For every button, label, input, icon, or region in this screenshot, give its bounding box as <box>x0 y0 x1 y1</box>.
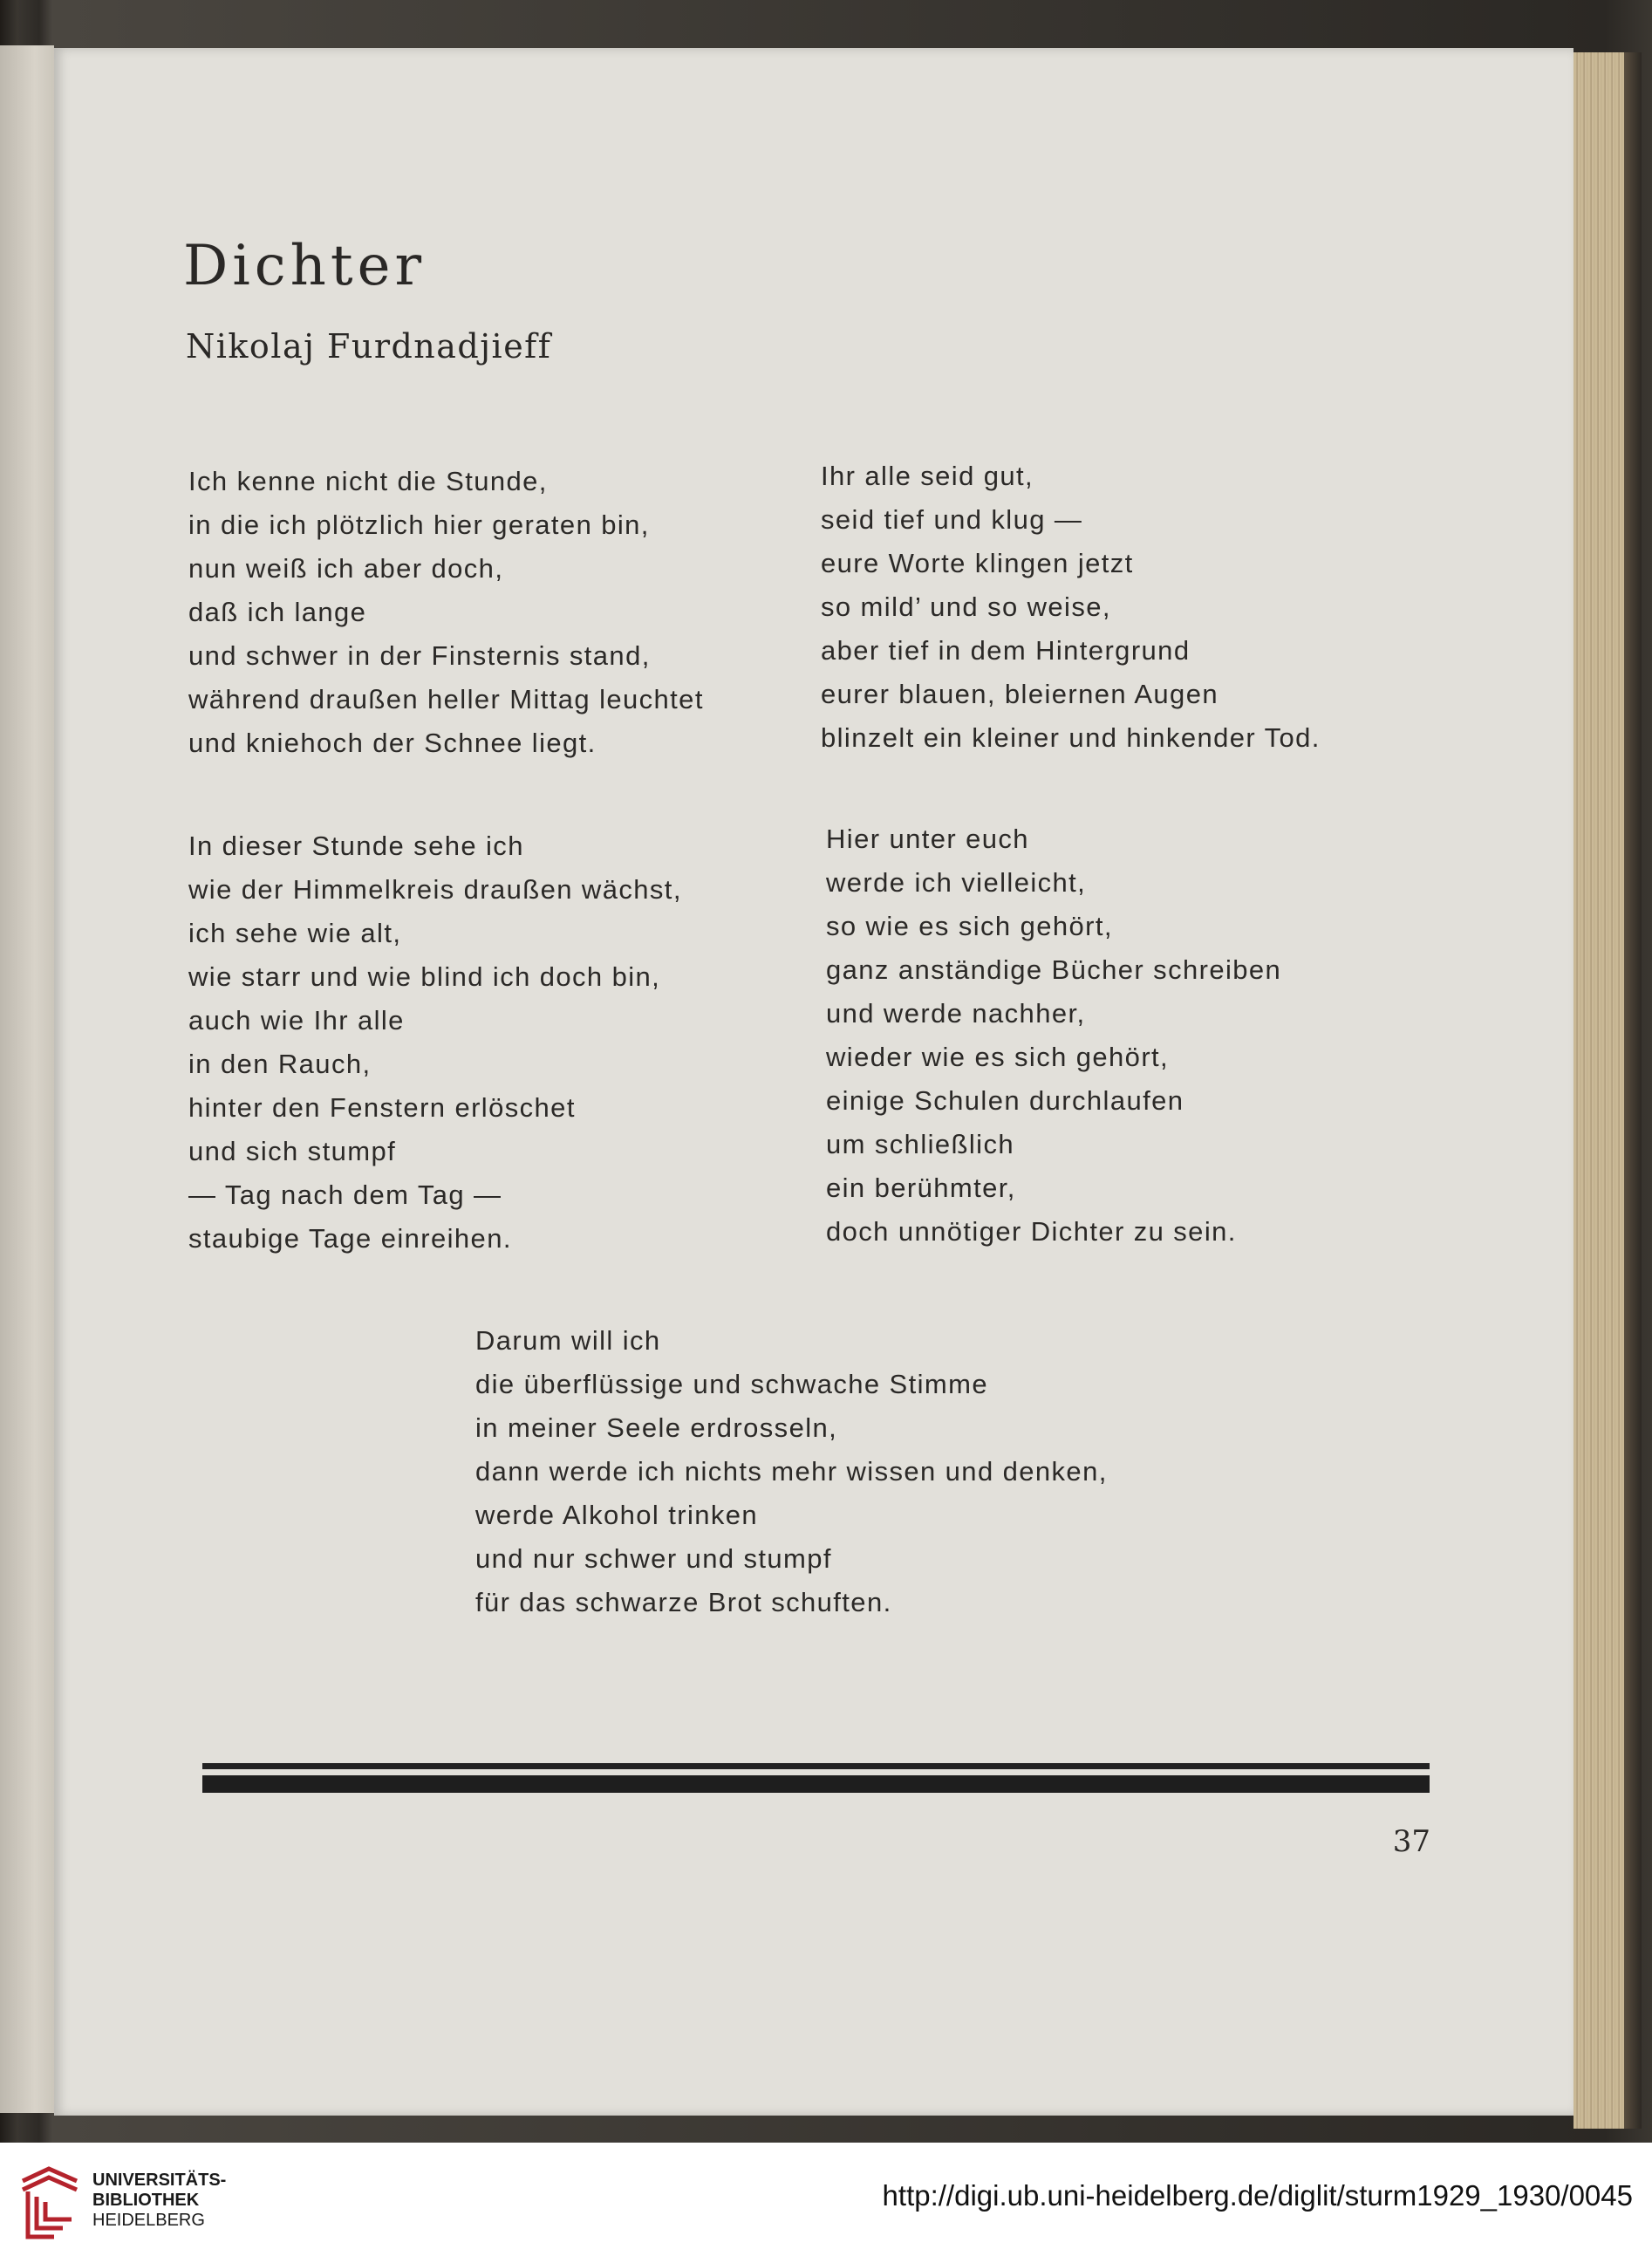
poem-line: auch wie Ihr alle <box>188 1005 405 1036</box>
poem-line: blinzelt ein kleiner und hinkender Tod. <box>821 722 1321 753</box>
poem-line: werde ich vielleicht, <box>826 867 1087 898</box>
poem-line: staubige Tage einreihen. <box>188 1223 512 1254</box>
poem-line: aber tief in dem Hintergrund <box>821 635 1191 666</box>
library-name[interactable] <box>92 2171 226 2231</box>
poem-line: ich sehe wie alt, <box>188 918 402 948</box>
stanza-2 <box>821 455 1321 760</box>
university-library-logo-icon[interactable] <box>16 2164 84 2242</box>
poem-line: wieder wie es sich gehört, <box>826 1042 1170 1072</box>
poem-line: wie der Himmelkreis draußen wächst, <box>188 874 682 905</box>
poem-line: seid tief und klug — <box>821 504 1083 535</box>
permalink-url[interactable]: http://digi.ub.uni-heidelberg.de/diglit/sturm1929_1930/0045 <box>882 2179 1633 2212</box>
binding-shadow <box>1624 52 1642 2129</box>
left-page-edge <box>0 45 54 2113</box>
poem-line: ein berühmter, <box>826 1173 1016 1203</box>
stanza-3 <box>188 824 682 1261</box>
poem-title: Dichter <box>183 234 427 298</box>
page-number: 37 <box>1392 1824 1430 1859</box>
poem-line: Ihr alle seid gut, <box>821 461 1034 491</box>
library-name-line-3: HEIDELBERG <box>92 2211 205 2230</box>
stanza-5 <box>475 1319 1108 1624</box>
poem-line: hinter den Fenstern erlöschet <box>188 1092 576 1123</box>
poem-line: und sich stumpf <box>188 1136 397 1166</box>
poem-line: werde Alkohol trinken <box>475 1500 759 1530</box>
poem-line: in die ich plötzlich hier geraten bin, <box>188 509 650 540</box>
poem-line: Darum will ich <box>475 1325 661 1356</box>
library-name-line-2: BIBLIOTHEK <box>92 2191 200 2210</box>
poem-line: dann werde ich nichts mehr wissen und denken, <box>475 1456 1108 1487</box>
poem-line: und nur schwer und stumpf <box>475 1543 832 1574</box>
poem-line: Ich kenne nicht die Stunde, <box>188 466 548 496</box>
poem-line: die überflüssige und schwache Stimme <box>475 1369 989 1399</box>
poem-line: und werde nachher, <box>826 998 1086 1029</box>
poem-line: so wie es sich gehört, <box>826 911 1113 941</box>
poem-line: wie starr und wie blind ich doch bin, <box>188 961 661 992</box>
closing-rule-thick <box>202 1775 1430 1793</box>
poem-line: in den Rauch, <box>188 1049 372 1079</box>
poem-line: daß ich lange <box>188 597 367 627</box>
stanza-4 <box>826 817 1281 1254</box>
closing-rule-thin <box>202 1763 1430 1769</box>
poem-line: nun weiß ich aber doch, <box>188 553 504 584</box>
page-stack-edges <box>1573 52 1624 2129</box>
poem-line: und kniehoch der Schnee liegt. <box>188 728 597 758</box>
library-name-line-1: UNIVERSITÄTS- <box>92 2171 227 2190</box>
poem-line: für das schwarze Brot schuften. <box>475 1587 892 1617</box>
footer-bar <box>0 2143 1652 2263</box>
poem-line: eure Worte klingen jetzt <box>821 548 1134 578</box>
poem-line: eurer blauen, bleiernen Augen <box>821 679 1219 709</box>
poem-line: — Tag nach dem Tag — <box>188 1179 502 1210</box>
poem-line: In dieser Stunde sehe ich <box>188 831 524 861</box>
poem-line: in meiner Seele erdrosseln, <box>475 1412 838 1443</box>
poem-line: um schließlich <box>826 1129 1014 1159</box>
poem-line: einige Schulen durchlaufen <box>826 1085 1184 1116</box>
poem-line: so mild’ und so weise, <box>821 591 1111 622</box>
poem-line: während draußen heller Mittag leuchtet <box>188 684 704 714</box>
poem-line: doch unnötiger Dichter zu sein. <box>826 1216 1237 1247</box>
stanza-1 <box>188 460 704 765</box>
poem-line: Hier unter euch <box>826 824 1029 854</box>
poem-line: und schwer in der Finsternis stand, <box>188 640 651 671</box>
poem-line: ganz anständige Bücher schreiben <box>826 954 1282 985</box>
poem-author: Nikolaj Furdnadjieff <box>186 327 552 366</box>
